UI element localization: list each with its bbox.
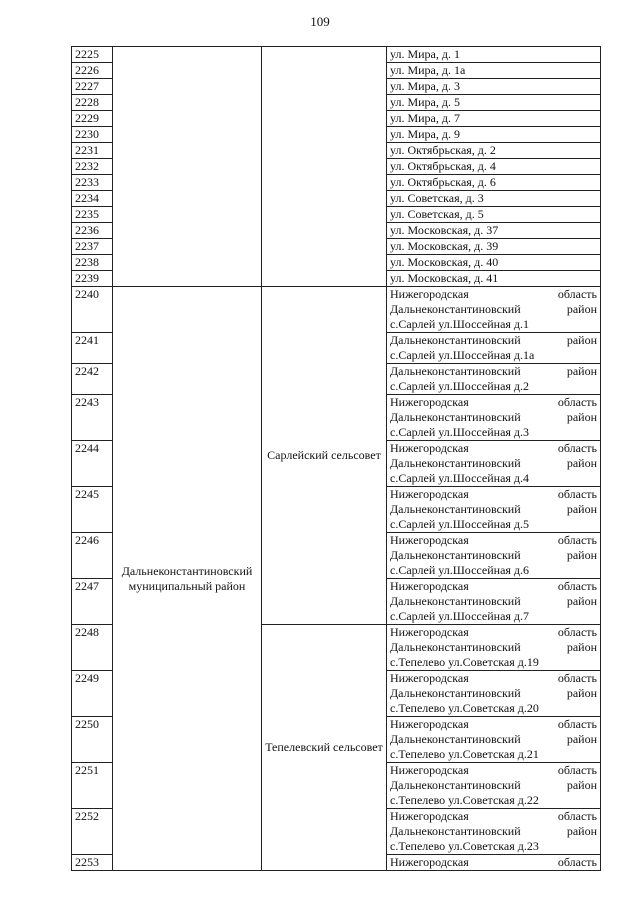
row-number: 2249 xyxy=(72,671,113,717)
row-number: 2247 xyxy=(72,579,113,625)
page-number: 109 xyxy=(310,14,330,29)
row-number: 2235 xyxy=(72,207,113,223)
address-cell xyxy=(387,95,601,111)
row-number: 2245 xyxy=(72,487,113,533)
address-line: ул. Московская, д. 39 xyxy=(390,239,499,253)
address-cell xyxy=(387,271,601,287)
address-line: с.Сарлей ул.Шоссейная д.7 xyxy=(390,609,530,623)
row-number: 2250 xyxy=(72,717,113,763)
address-line: ул. Советская, д. 5 xyxy=(390,207,484,221)
address-line: Дальнеконстантиновский район xyxy=(390,732,597,746)
address-line: Дальнеконстантиновский район xyxy=(390,502,597,516)
address-line: Нижегородская область xyxy=(390,287,597,301)
address-line: с.Сарлей ул.Шоссейная д.6 xyxy=(390,563,530,577)
address-line: Дальнеконстантиновский район xyxy=(390,594,597,608)
table-body xyxy=(72,47,601,871)
row-number: 2240 xyxy=(72,287,113,333)
row-number: 2226 xyxy=(72,63,113,79)
address-line: Нижегородская область xyxy=(390,717,597,731)
address-line: Дальнеконстантиновский район xyxy=(390,410,597,424)
address-line: Дальнеконстантиновский район xyxy=(390,548,597,562)
settlement-cell-empty xyxy=(262,47,387,287)
address-line: с.Тепелево ул.Советская д.19 xyxy=(390,655,539,669)
row-number: 2237 xyxy=(72,239,113,255)
address-cell xyxy=(387,239,601,255)
address-line: Дальнеконстантиновский район xyxy=(390,824,597,838)
address-line: с.Сарлей ул.Шоссейная д.4 xyxy=(390,471,530,485)
address-cell xyxy=(387,717,601,763)
table-row xyxy=(72,287,601,333)
address-line: Нижегородская область xyxy=(390,671,597,685)
address-cell xyxy=(387,159,601,175)
address-line: с.Тепелево ул.Советская д.23 xyxy=(390,839,539,853)
address-line: ул. Мира, д. 7 xyxy=(390,111,460,125)
address-line: Нижегородская область xyxy=(390,855,597,869)
address-cell xyxy=(387,63,601,79)
row-number: 2231 xyxy=(72,143,113,159)
address-line: ул. Октябрьская, д. 2 xyxy=(390,143,496,157)
address-line: Нижегородская область xyxy=(390,809,597,823)
address-cell xyxy=(387,111,601,127)
district-cell-empty xyxy=(113,47,262,287)
district-cell: Дальнеконстантиновский муниципальный район xyxy=(113,287,262,871)
address-line: с.Сарлей ул.Шоссейная д.1а xyxy=(390,348,535,362)
row-number: 2244 xyxy=(72,441,113,487)
row-number: 2225 xyxy=(72,47,113,63)
row-number: 2251 xyxy=(72,763,113,809)
address-line: Нижегородская область xyxy=(390,625,597,639)
address-cell xyxy=(387,533,601,579)
row-number: 2252 xyxy=(72,809,113,855)
address-line: Дальнеконстантиновский район xyxy=(390,302,597,316)
row-number: 2241 xyxy=(72,333,113,364)
address-registry-table xyxy=(71,46,601,871)
address-cell xyxy=(387,855,601,871)
row-number: 2239 xyxy=(72,271,113,287)
settlement-cell: Сарлейский сельсовет xyxy=(262,287,387,625)
address-line: Нижегородская область xyxy=(390,763,597,777)
address-cell xyxy=(387,763,601,809)
address-line: Дальнеконстантиновский район xyxy=(390,686,597,700)
address-cell xyxy=(387,143,601,159)
address-line: ул. Октябрьская, д. 4 xyxy=(390,159,496,173)
address-line: с.Тепелево ул.Советская д.21 xyxy=(390,747,539,761)
address-line: ул. Мира, д. 9 xyxy=(390,127,460,141)
row-number: 2238 xyxy=(72,255,113,271)
row-number: 2253 xyxy=(72,855,113,871)
address-cell xyxy=(387,625,601,671)
address-line: ул. Московская, д. 40 xyxy=(390,255,499,269)
row-number: 2229 xyxy=(72,111,113,127)
address-line: Дальнеконстантиновский район xyxy=(390,456,597,470)
address-line: ул. Мира, д. 3 xyxy=(390,79,460,93)
address-line: с.Тепелево ул.Советская д.22 xyxy=(390,793,539,807)
address-cell xyxy=(387,47,601,63)
address-line: ул. Октябрьская, д. 6 xyxy=(390,175,496,189)
settlement-cell: Тепелевский сельсовет xyxy=(262,625,387,871)
address-cell xyxy=(387,395,601,441)
table-row xyxy=(72,47,601,63)
address-line: с.Сарлей ул.Шоссейная д.5 xyxy=(390,517,530,531)
address-cell xyxy=(387,191,601,207)
address-line: с.Сарлей ул.Шоссейная д.2 xyxy=(390,379,530,393)
row-number: 2234 xyxy=(72,191,113,207)
address-cell xyxy=(387,579,601,625)
address-cell xyxy=(387,223,601,239)
address-cell xyxy=(387,207,601,223)
address-line: Дальнеконстантиновский район xyxy=(390,778,597,792)
address-line: Нижегородская область xyxy=(390,579,597,593)
address-line: Дальнеконстантиновский район xyxy=(390,640,597,654)
address-line: ул. Московская, д. 41 xyxy=(390,271,499,285)
address-line: Нижегородская область xyxy=(390,441,597,455)
address-line: ул. Советская, д. 3 xyxy=(390,191,484,205)
row-number: 2230 xyxy=(72,127,113,143)
address-line: Нижегородская область xyxy=(390,395,597,409)
row-number: 2227 xyxy=(72,79,113,95)
address-cell xyxy=(387,441,601,487)
address-cell xyxy=(387,287,601,333)
row-number: 2246 xyxy=(72,533,113,579)
address-line: ул. Московская, д. 37 xyxy=(390,223,499,237)
row-number: 2228 xyxy=(72,95,113,111)
address-line: ул. Мира, д. 5 xyxy=(390,95,460,109)
row-number: 2243 xyxy=(72,395,113,441)
row-number: 2233 xyxy=(72,175,113,191)
address-cell xyxy=(387,175,601,191)
address-line: ул. Мира, д. 1а xyxy=(390,63,466,77)
address-cell xyxy=(387,333,601,364)
address-line: ул. Мира, д. 1 xyxy=(390,47,460,61)
address-cell xyxy=(387,671,601,717)
address-line: Дальнеконстантиновский район xyxy=(390,333,597,347)
address-line: с.Сарлей ул.Шоссейная д.3 xyxy=(390,425,530,439)
address-cell xyxy=(387,255,601,271)
address-cell xyxy=(387,364,601,395)
address-cell xyxy=(387,79,601,95)
address-line: Нижегородская область xyxy=(390,533,597,547)
address-line: с.Тепелево ул.Советская д.20 xyxy=(390,701,539,715)
row-number: 2236 xyxy=(72,223,113,239)
address-line: Дальнеконстантиновский район xyxy=(390,364,597,378)
address-cell xyxy=(387,487,601,533)
row-number: 2242 xyxy=(72,364,113,395)
address-line: с.Сарлей ул.Шоссейная д.1 xyxy=(390,317,530,331)
row-number: 2248 xyxy=(72,625,113,671)
row-number: 2232 xyxy=(72,159,113,175)
address-line: Нижегородская область xyxy=(390,487,597,501)
address-cell xyxy=(387,127,601,143)
address-cell xyxy=(387,809,601,855)
